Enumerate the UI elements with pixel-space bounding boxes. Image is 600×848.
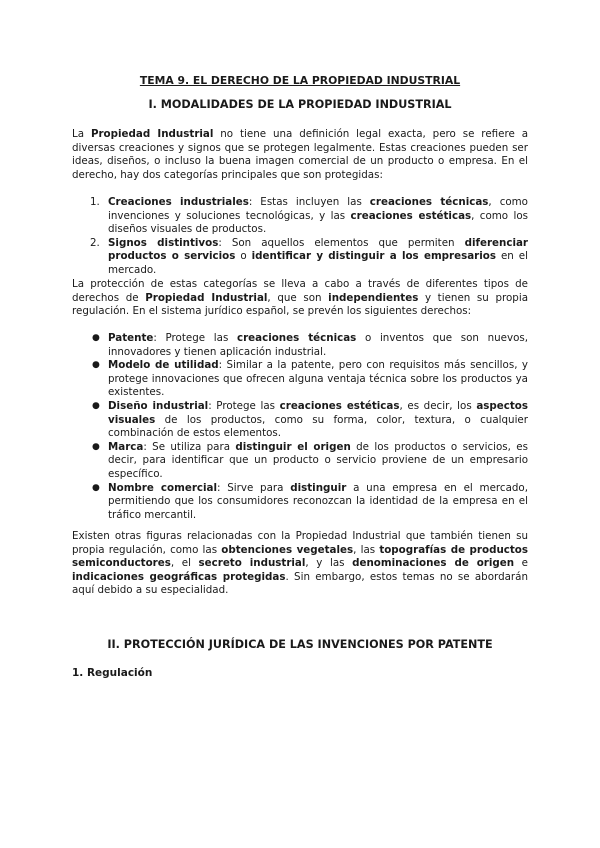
text-run: o inventos que son nuevos, innovadores y tienen aplicación industrial.: [108, 332, 529, 358]
text-run: : Protege las: [208, 399, 280, 412]
section-heading-modalidades: I. MODALIDADES DE LA PROPIEDAD INDUSTRIAL: [148, 98, 452, 111]
bold-term: distinguir: [290, 481, 347, 494]
text-run: y tienen su propia regulación. En el sistema jurídico español, se prevén los siguientes derechos:: [72, 291, 528, 318]
bold-term: secreto industrial: [198, 557, 306, 570]
text-run: en el mercado.: [108, 250, 528, 276]
list-item: [72, 482, 528, 523]
text-run: , que son: [267, 291, 329, 304]
text-run: no tiene una definición legal exacta, pero se refiere a diversas creaciones y signos que se protegen legalmente. Estas creaciones pueden ser ideas, diseños, o incluso la buena imagen comercial de un producto o empresa. En el derecho, hay dos categorías principales que son protegidas:: [72, 128, 528, 181]
text-run: a una empresa en el mercado, permitiendo que los consumidores reconozcan la identidad de la empresa en el tráfico mercantil.: [108, 481, 528, 521]
text-run: Existen otras figuras relacionadas con la Propiedad Industrial que también tienen su propia regulación, como las: [72, 530, 528, 556]
text-run: : Estas incluyen las: [248, 196, 370, 208]
section-heading-patente: II. PROTECCIÓN JURÍDICA DE LAS INVENCIONES POR PATENTE: [107, 638, 493, 651]
categories-list: [72, 196, 528, 278]
text-run: : Protege las: [153, 332, 237, 344]
bold-term: denominaciones de origen: [352, 557, 515, 570]
text-run: La protección de estas categorías se lleva a cabo a través de diferentes tipos de derechos de: [72, 278, 528, 304]
bold-term: Propiedad Industrial: [145, 291, 268, 304]
text-run: : Sirve para: [217, 481, 291, 494]
list-marker: ●: [92, 360, 100, 371]
text-run: , y las: [305, 557, 353, 570]
list-marker: 2.: [90, 236, 100, 249]
bold-term: creaciones estéticas: [279, 399, 400, 412]
text-run: , como invenciones y soluciones tecnológicas, y las: [108, 196, 528, 222]
bold-term: identificar y distinguir a los empresarios: [251, 250, 496, 263]
text-run: de los productos o servicios, es decir, para identificar que un producto o servicio proviene de un empresario específico.: [108, 440, 529, 480]
bold-term: indicaciones geográficas protegidas: [72, 570, 286, 583]
text-run: o: [235, 250, 252, 263]
text-run: , el: [170, 557, 199, 570]
bold-term: Modelo de utilidad: [108, 359, 219, 372]
text-run: . Sin embargo, estos temas no se abordarán aquí debido a su especialidad.: [72, 570, 528, 597]
text-run: , las: [353, 543, 380, 556]
bold-term: Propiedad Industrial: [90, 128, 214, 140]
rights-list: [72, 332, 528, 522]
subsection-heading-regulacion: 1. Regulación: [72, 667, 153, 679]
list-item: [72, 237, 528, 278]
document-title: TEMA 9. EL DERECHO DE LA PROPIEDAD INDUSTRIAL: [139, 74, 461, 87]
bold-term: topografías de productos semiconductores: [72, 543, 529, 570]
protection-paragraph: [72, 278, 528, 319]
bold-term: Nombre comercial: [108, 481, 218, 494]
intro-paragraph: [72, 128, 528, 182]
list-marker: ●: [92, 482, 100, 493]
other-figures-paragraph: [72, 530, 528, 598]
list-item: [72, 400, 528, 441]
list-item: [72, 359, 528, 400]
list-marker: 1.: [90, 196, 100, 208]
text-run: , como los diseños visuales de productos.: [108, 209, 528, 236]
bold-term: independientes: [328, 291, 419, 304]
bold-term: distinguir el origen: [235, 440, 351, 453]
bold-term: Patente: [108, 332, 154, 344]
bold-term: aspectos visuales: [108, 399, 528, 426]
list-item: [72, 441, 528, 482]
bold-term: Diseño industrial: [108, 399, 209, 412]
list-item: [72, 196, 528, 237]
text-run: de los productos, como su forma, color, textura, o cualquier combinación de estos elementos.: [108, 413, 528, 440]
text-run: , es decir, los: [399, 399, 477, 412]
bold-term: creaciones técnicas: [236, 332, 357, 344]
text-run: La: [72, 128, 91, 140]
bold-term: Signos distintivos: [108, 236, 219, 249]
text-run: : Se utiliza para: [143, 440, 236, 453]
text-run: e: [514, 557, 529, 570]
list-marker: ●: [92, 441, 100, 452]
bold-term: creaciones técnicas: [369, 196, 489, 208]
bold-term: obtenciones vegetales: [221, 543, 354, 556]
list-marker: ●: [92, 333, 100, 343]
bold-term: Marca: [108, 440, 144, 453]
bold-term: creaciones estéticas: [350, 209, 472, 222]
text-run: : Similar a la patente, pero con requisitos más sencillos, y protege innovaciones que ofrecen alguna ventaja técnica sobre los productos ya existentes.: [108, 359, 528, 399]
list-marker: ●: [92, 400, 100, 411]
list-item: [72, 332, 528, 359]
bold-term: Creaciones industriales: [108, 196, 249, 208]
text-run: : Son aquellos elementos que permiten: [218, 236, 465, 249]
bold-term: diferenciar productos o servicios: [108, 236, 528, 263]
